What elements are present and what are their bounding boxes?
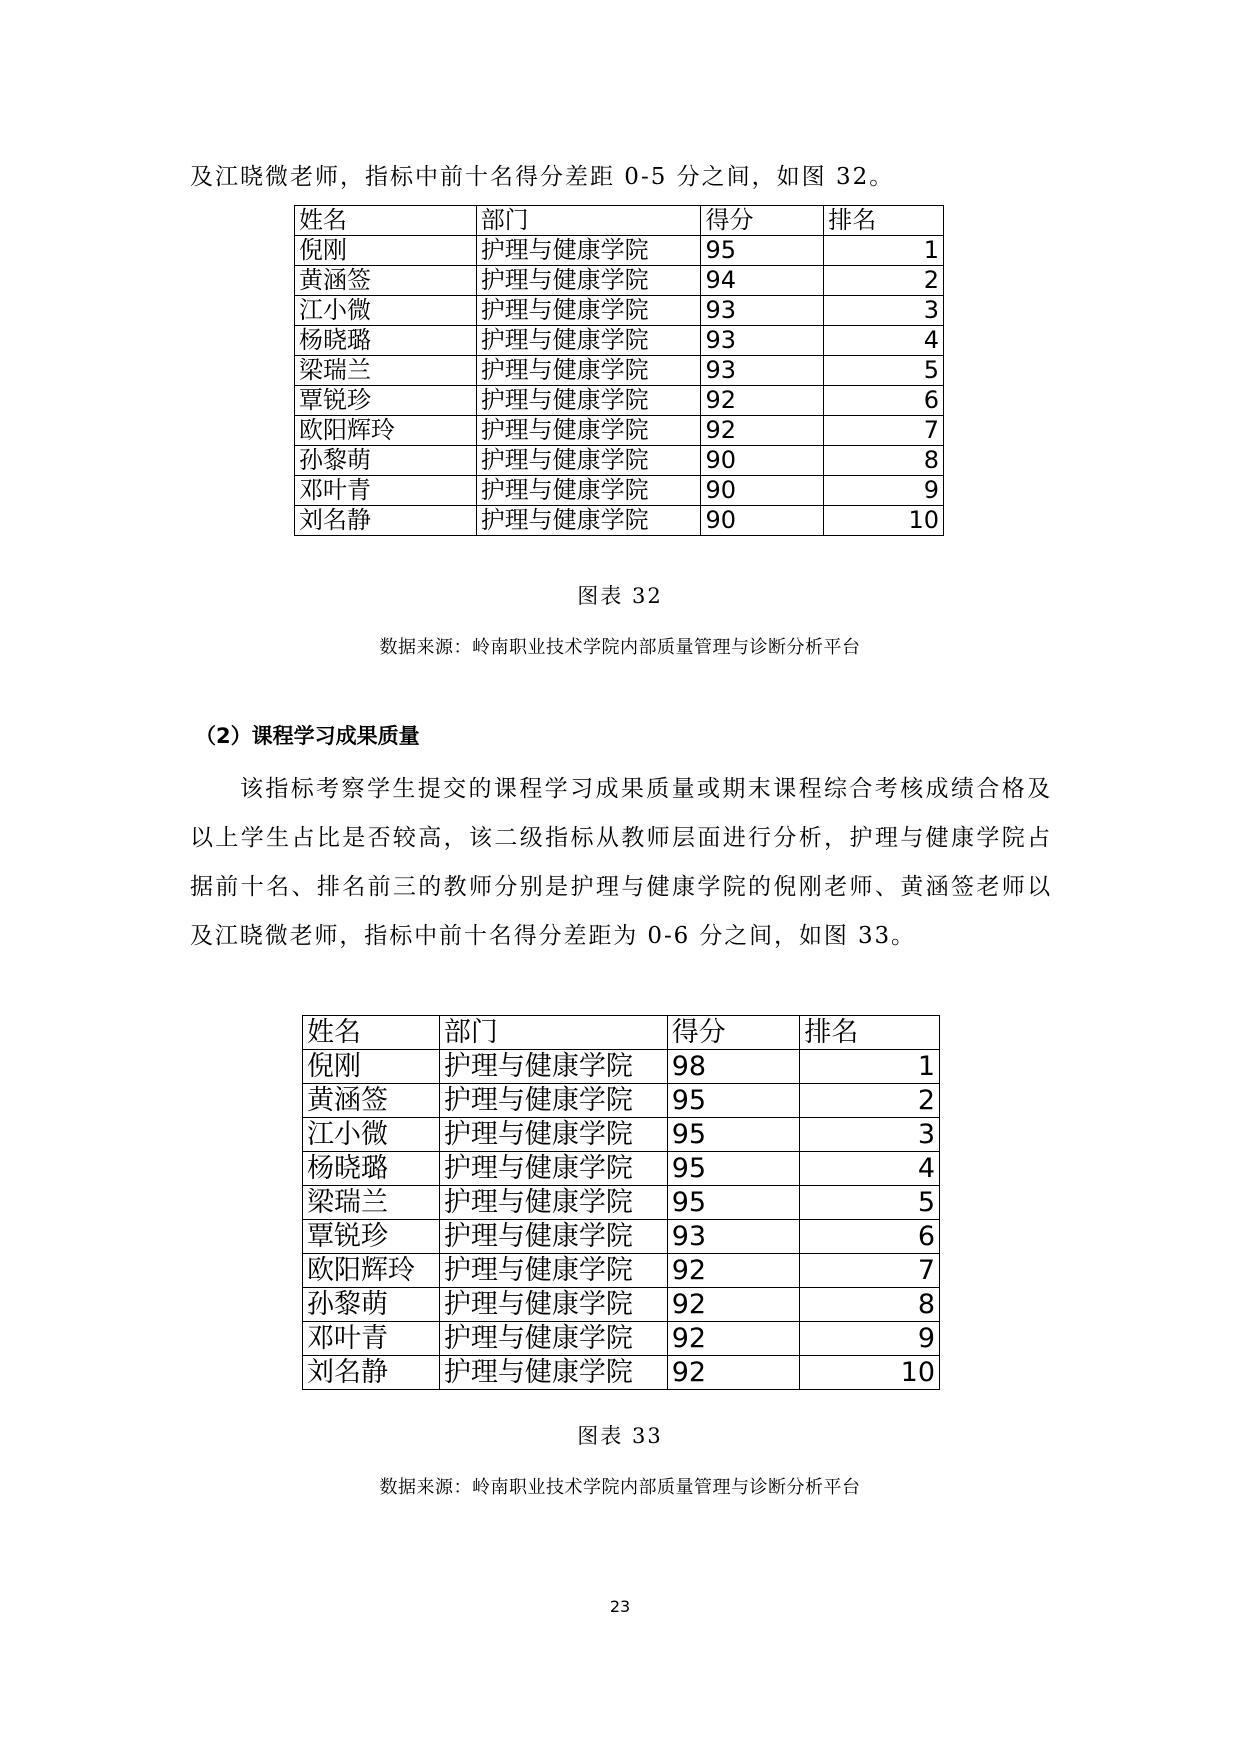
cell-department: 护理与健康学院 bbox=[476, 416, 701, 446]
cell-score: 93 bbox=[701, 356, 824, 386]
cell-score: 92 bbox=[701, 416, 824, 446]
header-name: 姓名 bbox=[295, 206, 477, 236]
cell-name: 江小微 bbox=[295, 296, 477, 326]
table-row bbox=[295, 506, 944, 536]
data-source-33: 数据来源：岭南职业技术学院内部质量管理与诊断分析平台 bbox=[379, 1477, 861, 1498]
cell-name: 杨晓璐 bbox=[295, 326, 477, 356]
cell-rank: 4 bbox=[824, 326, 944, 356]
score-table-32 bbox=[294, 205, 944, 536]
score-table-33 bbox=[302, 1015, 940, 1390]
cell-score: 92 bbox=[667, 1254, 800, 1288]
cell-name: 杨晓璐 bbox=[303, 1152, 440, 1186]
cell-score: 95 bbox=[667, 1186, 800, 1220]
table-row bbox=[303, 1186, 940, 1220]
cell-rank: 8 bbox=[800, 1288, 940, 1322]
cell-department: 护理与健康学院 bbox=[476, 296, 701, 326]
cell-rank: 9 bbox=[800, 1322, 940, 1356]
cell-department: 护理与健康学院 bbox=[439, 1186, 667, 1220]
cell-department: 护理与健康学院 bbox=[439, 1118, 667, 1152]
table-row bbox=[303, 1220, 940, 1254]
cell-rank: 10 bbox=[824, 506, 944, 536]
cell-department: 护理与健康学院 bbox=[476, 266, 701, 296]
header-score: 得分 bbox=[667, 1016, 800, 1050]
section-heading: （2）课程学习成果质量 bbox=[195, 724, 420, 748]
cell-score: 90 bbox=[701, 476, 824, 506]
cell-name: 梁瑞兰 bbox=[295, 356, 477, 386]
cell-name: 邓叶青 bbox=[303, 1322, 440, 1356]
cell-department: 护理与健康学院 bbox=[476, 236, 701, 266]
table-row bbox=[295, 236, 944, 266]
cell-score: 92 bbox=[701, 386, 824, 416]
cell-name: 黄涵签 bbox=[295, 266, 477, 296]
cell-rank: 1 bbox=[800, 1050, 940, 1084]
cell-score: 98 bbox=[667, 1050, 800, 1084]
cell-department: 护理与健康学院 bbox=[439, 1084, 667, 1118]
figure-caption-32: 图表 32 bbox=[577, 584, 663, 608]
intro-line: 及江晓微老师，指标中前十名得分差距 0-5 分之间，如图 32。 bbox=[190, 164, 895, 190]
cell-department: 护理与健康学院 bbox=[439, 1220, 667, 1254]
cell-name: 覃锐珍 bbox=[303, 1220, 440, 1254]
cell-score: 94 bbox=[701, 266, 824, 296]
table-row bbox=[303, 1084, 940, 1118]
cell-name: 江小微 bbox=[303, 1118, 440, 1152]
cell-department: 护理与健康学院 bbox=[476, 506, 701, 536]
section-paragraph: 该指标考察学生提交的课程学习成果质量或期末课程综合考核成绩合格及以上学生占比是否较高，该二级指标从教师层面进行分析，护理与健康学院占据前十名、排名前三的教师分别是护理与健康学院的倪刚老师、黄涵签老师以及江晓微老师，指标中前十名得分差距为 0-6 分之间，如图 33。 bbox=[190, 776, 1052, 949]
cell-rank: 4 bbox=[800, 1152, 940, 1186]
cell-department: 护理与健康学院 bbox=[439, 1288, 667, 1322]
cell-score: 92 bbox=[667, 1322, 800, 1356]
cell-score: 95 bbox=[667, 1118, 800, 1152]
header-department: 部门 bbox=[476, 206, 701, 236]
table-row bbox=[303, 1050, 940, 1084]
cell-department: 护理与健康学院 bbox=[439, 1254, 667, 1288]
cell-name: 倪刚 bbox=[303, 1050, 440, 1084]
cell-rank: 5 bbox=[824, 356, 944, 386]
cell-name: 孙黎萌 bbox=[303, 1288, 440, 1322]
cell-name: 邓叶青 bbox=[295, 476, 477, 506]
cell-department: 护理与健康学院 bbox=[476, 326, 701, 356]
figure-caption-33: 图表 33 bbox=[577, 1424, 663, 1448]
cell-score: 95 bbox=[701, 236, 824, 266]
table-row bbox=[303, 1356, 940, 1390]
cell-rank: 6 bbox=[824, 386, 944, 416]
cell-score: 93 bbox=[701, 296, 824, 326]
cell-rank: 1 bbox=[824, 236, 944, 266]
cell-score: 90 bbox=[701, 446, 824, 476]
cell-rank: 5 bbox=[800, 1186, 940, 1220]
cell-department: 护理与健康学院 bbox=[439, 1050, 667, 1084]
cell-department: 护理与健康学院 bbox=[439, 1322, 667, 1356]
table-row bbox=[295, 386, 944, 416]
table-row bbox=[295, 326, 944, 356]
table-row bbox=[303, 1118, 940, 1152]
table-row bbox=[303, 1322, 940, 1356]
cell-score: 95 bbox=[667, 1084, 800, 1118]
cell-department: 护理与健康学院 bbox=[476, 476, 701, 506]
cell-name: 欧阳辉玲 bbox=[295, 416, 477, 446]
cell-rank: 3 bbox=[824, 296, 944, 326]
page-number: 23 bbox=[609, 1597, 631, 1616]
header-score: 得分 bbox=[701, 206, 824, 236]
cell-name: 刘名静 bbox=[303, 1356, 440, 1390]
cell-department: 护理与健康学院 bbox=[476, 386, 701, 416]
cell-department: 护理与健康学院 bbox=[439, 1152, 667, 1186]
cell-name: 孙黎萌 bbox=[295, 446, 477, 476]
cell-rank: 7 bbox=[824, 416, 944, 446]
cell-name: 黄涵签 bbox=[303, 1084, 440, 1118]
cell-name: 刘名静 bbox=[295, 506, 477, 536]
cell-rank: 3 bbox=[800, 1118, 940, 1152]
table-header-row bbox=[295, 206, 944, 236]
table-row bbox=[295, 356, 944, 386]
table-row bbox=[303, 1254, 940, 1288]
header-department: 部门 bbox=[439, 1016, 667, 1050]
table-row bbox=[295, 296, 944, 326]
table-row bbox=[295, 476, 944, 506]
table-row bbox=[303, 1152, 940, 1186]
cell-name: 梁瑞兰 bbox=[303, 1186, 440, 1220]
data-source-32: 数据来源：岭南职业技术学院内部质量管理与诊断分析平台 bbox=[379, 637, 861, 658]
cell-rank: 9 bbox=[824, 476, 944, 506]
cell-score: 95 bbox=[667, 1152, 800, 1186]
cell-score: 92 bbox=[667, 1356, 800, 1390]
cell-name: 倪刚 bbox=[295, 236, 477, 266]
cell-score: 93 bbox=[667, 1220, 800, 1254]
table-row bbox=[295, 266, 944, 296]
cell-name: 欧阳辉玲 bbox=[303, 1254, 440, 1288]
cell-score: 92 bbox=[667, 1288, 800, 1322]
table-row bbox=[303, 1288, 940, 1322]
table-row bbox=[295, 416, 944, 446]
cell-rank: 7 bbox=[800, 1254, 940, 1288]
cell-score: 93 bbox=[701, 326, 824, 356]
header-name: 姓名 bbox=[303, 1016, 440, 1050]
cell-rank: 8 bbox=[824, 446, 944, 476]
cell-score: 90 bbox=[701, 506, 824, 536]
cell-rank: 6 bbox=[800, 1220, 940, 1254]
cell-department: 护理与健康学院 bbox=[476, 446, 701, 476]
cell-rank: 10 bbox=[800, 1356, 940, 1390]
cell-department: 护理与健康学院 bbox=[476, 356, 701, 386]
header-rank: 排名 bbox=[800, 1016, 940, 1050]
cell-rank: 2 bbox=[824, 266, 944, 296]
cell-name: 覃锐珍 bbox=[295, 386, 477, 416]
cell-department: 护理与健康学院 bbox=[439, 1356, 667, 1390]
table-header-row bbox=[303, 1016, 940, 1050]
header-rank: 排名 bbox=[824, 206, 944, 236]
cell-rank: 2 bbox=[800, 1084, 940, 1118]
table-row bbox=[295, 446, 944, 476]
